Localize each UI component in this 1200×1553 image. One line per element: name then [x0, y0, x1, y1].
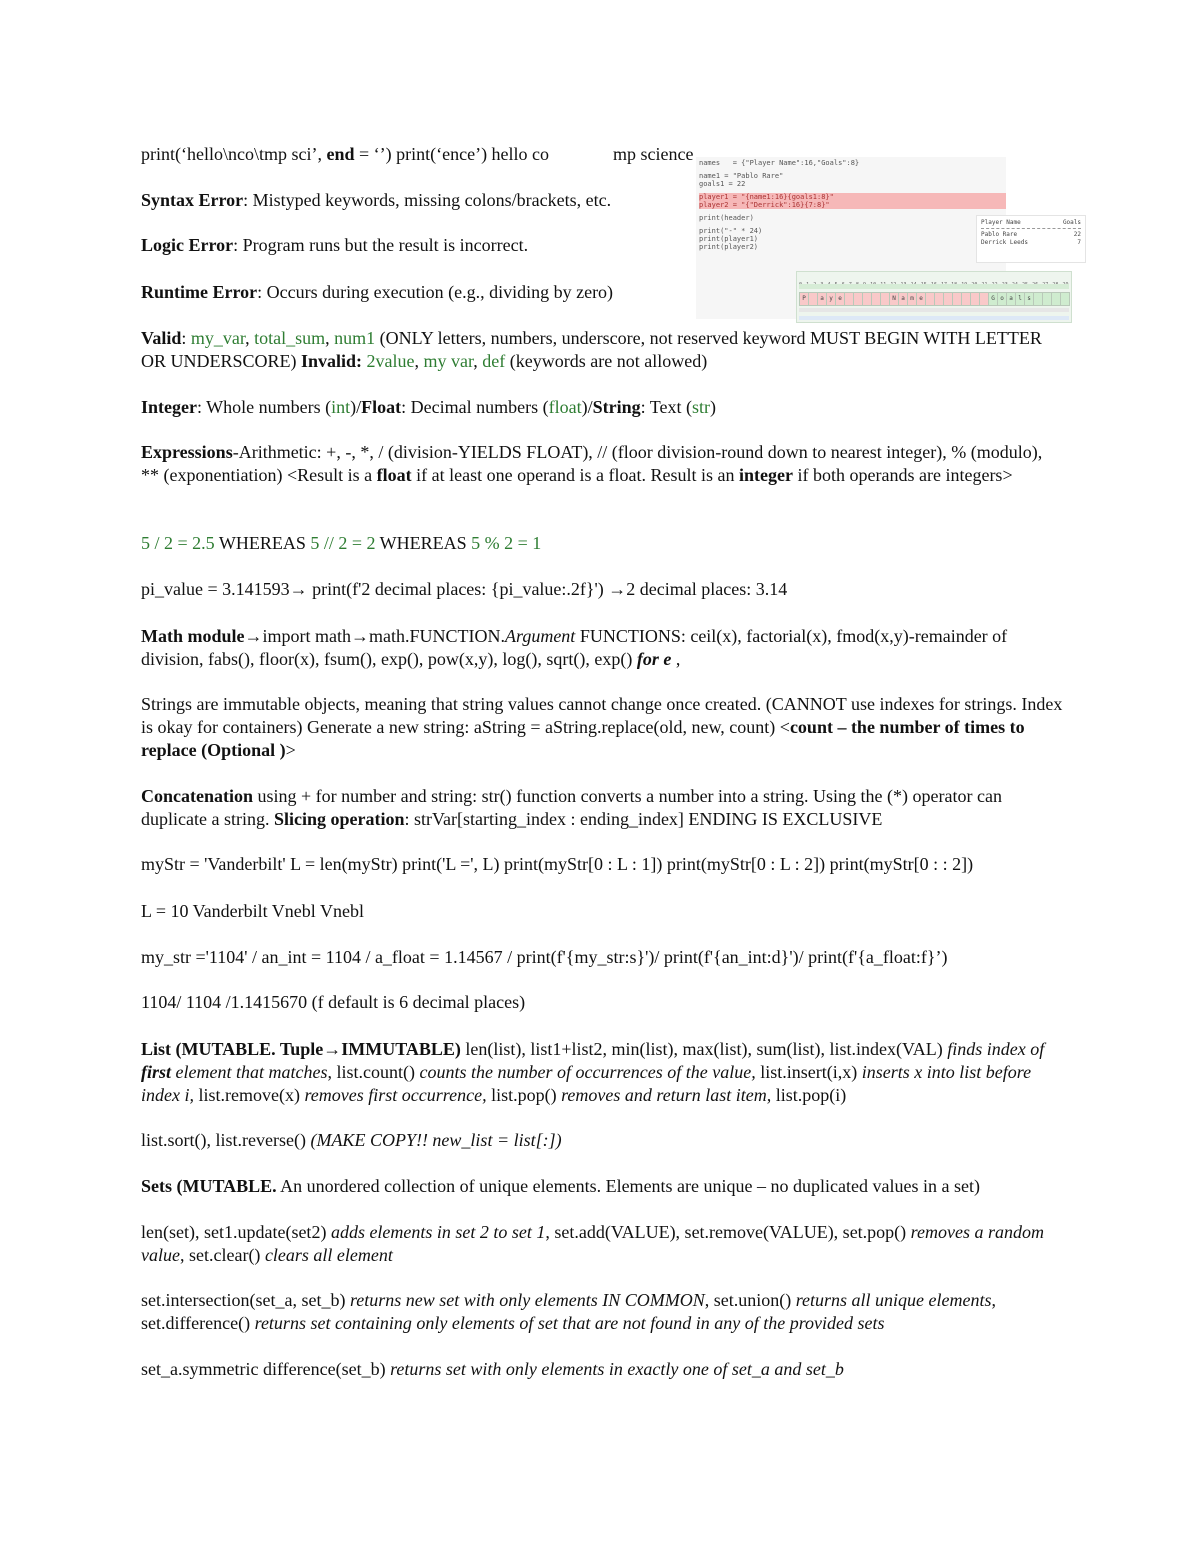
grid-index-label [1002, 274, 1008, 282]
sets-note: Sets (MUTABLE. An unordered collection of unique elements. Elements are unique – no duplicated values in a set) [141, 1176, 980, 1196]
grid-index-label [992, 274, 998, 282]
grid-cell: m [907, 292, 917, 306]
grid-index-label [951, 274, 957, 282]
character-cells [799, 292, 1069, 304]
set-functions-note: len(set), set1.update(set2) adds elements in set 2 to set 1, set.add(VALUE), set.remove(VALUE), set.pop() removes a random value, set.clear() clears all element [141, 1222, 1044, 1265]
code-line: goals1 = 22 [699, 180, 746, 188]
syntax-error-note: Syntax Error: Mistyped keywords, missing colons/brackets, etc. [141, 190, 612, 210]
grid-index-label [835, 274, 838, 282]
symmetric-difference-note: set_a.symmetric difference(set_b) returns set with only elements in exactly one of set_a and set_b [141, 1359, 844, 1379]
grid-row-bar [799, 316, 1069, 320]
output-panel [976, 215, 1086, 263]
grid-index-label [941, 274, 947, 282]
grid-index-label [1032, 274, 1038, 282]
grid-index-label [820, 274, 823, 282]
code-line: print(player1) [699, 235, 759, 243]
grid-index-label [1012, 274, 1018, 282]
code-line: name1 = "Pablo Rare" [699, 172, 784, 180]
grid-cell: N [889, 292, 899, 306]
list-sort-note: list.sort(), list.reverse() (MAKE COPY!! new_list = list[:]) [141, 1130, 562, 1150]
pi-format-example: pi_value = 3.141593→ print(f'2 decimal places: {pi_value:.2f}') →2 decimal places: 3.14 [141, 579, 788, 599]
slicing-code-example: myStr = 'Vanderbilt' L = len(myStr) print('L =', L) print(myStr[0 : L : 1]) print(myStr[0 : L : 2]) print(myStr[0 : : 2]) [141, 854, 974, 874]
grid-cell: e [916, 292, 926, 306]
format-code-example: my_str ='1104' / an_int = 1104 / a_float = 1.14567 / print(f'{my_str:s}')/ print(f'{an_int:d}')/ print(f'{a_float:f}’) [141, 947, 948, 967]
grid-index-label [1052, 274, 1058, 282]
slicing-output: L = 10 Vanderbilt Vnebl Vnebl [141, 901, 364, 921]
grid-index-label [863, 274, 866, 282]
grid-index-label [880, 274, 886, 282]
grid-cell: a [817, 292, 827, 306]
grid-index-label [931, 274, 937, 282]
grid-cell: P [799, 292, 809, 306]
grid-index-label [911, 274, 917, 282]
set-operations-note: set.intersection(set_a, set_b) returns new set with only elements IN COMMON, set.union() returns all unique elements, set.difference() returns set containing only elements of set that are not found in any of the provided sets [141, 1290, 997, 1333]
grid-index-label [856, 274, 859, 282]
code-line: print("-" * 24) [699, 227, 763, 235]
output-row: Derrick Leeds 7 [981, 239, 1081, 246]
grid-cell: s [1024, 292, 1034, 306]
runtime-error-note: Runtime Error: Occurs during execution (e.g., dividing by zero) [141, 282, 614, 302]
grid-row-bar [799, 308, 1069, 312]
grid-index-label [799, 274, 802, 282]
code-line: player2 = "{"Derrick":16}{7:8}" [699, 201, 1006, 209]
logic-error-note: Logic Error: Program runs but the result is incorrect. [141, 235, 529, 255]
grid-index-label [813, 274, 816, 282]
grid-highlight-bar [799, 284, 1069, 289]
grid-index-label [921, 274, 927, 282]
grid-index-label [961, 274, 967, 282]
code-line: player1 = "{name1:16}{goals1:8}" [699, 193, 1006, 201]
grid-cell: o [997, 292, 1007, 306]
grid-index-label [842, 274, 845, 282]
index-labels [797, 274, 1071, 282]
output-row: Pablo Rare 22 [981, 231, 1081, 238]
grid-index-label [901, 274, 907, 282]
code-line: print(player2) [699, 243, 759, 251]
format-output: 1104/ 1104 /1.1415670 (f default is 6 decimal places) [141, 992, 526, 1012]
grid-index-label [971, 274, 977, 282]
code-screenshot [696, 157, 1086, 325]
data-types-note: Integer: Whole numbers (int)/Float: Decimal numbers (float)/String: Text (str) [141, 397, 717, 417]
grid-cell: a [898, 292, 908, 306]
concatenation-note: Concatenation using + for number and string: str() function converts a number into a string. Using the (*) operator can duplicate a string. Slicing operation: strVar[starting_index : ending_index] ENDING IS EXCLUSIVE [141, 786, 1002, 829]
identifier-rules: Valid: my_var, total_sum, num1 (ONLY letters, numbers, underscore, not reserved keyword MUST BEGIN WITH LETTER OR UNDERSCORE) Invalid: 2value, my var, def (keywords are not allowed) [141, 328, 1042, 371]
expressions-note: Expressions-Arithmetic: +, -, *, / (division-YIELDS FLOAT), // (floor division-round down to nearest integer), % (modulo), ** (exponentiation) <Result is a float if at least one operand is a float. Result is an integer if both operands are integers> [141, 442, 1043, 485]
grid-index-label [982, 274, 988, 282]
grid-cell: e [835, 292, 845, 306]
string-index-grid [796, 271, 1072, 323]
grid-cell [1060, 292, 1070, 306]
grid-cell: y [826, 292, 836, 306]
grid-index-label [870, 274, 876, 282]
code-line: print(header) [699, 214, 754, 222]
list-methods-note: List (MUTABLE. Tuple→IMMUTABLE) len(list), list1+list2, min(list), max(list), sum(list), list.index(VAL) finds index of first element that matches, list.count() counts the number of occurrences of the value, list.insert(i,x) inserts x into list before index i, list.remove(x) removes first occurrence, list.pop() removes and return last item, list.pop(i) [141, 1039, 1045, 1105]
grid-cell: l [1015, 292, 1025, 306]
grid-cell: G [988, 292, 998, 306]
print-end-example: print(‘hello\nco\tmp sci’, end = ‘’) print(‘ence’) hello co mp science [141, 144, 694, 164]
grid-index-label [1022, 274, 1028, 282]
output-header: Player Name Goals [981, 219, 1081, 226]
grid-index-label [827, 274, 830, 282]
code-line: names = {"Player Name":16,"Goals":8} [699, 159, 860, 167]
division-examples: 5 / 2 = 2.5 WHEREAS 5 // 2 = 2 WHEREAS 5 % 2 = 1 [141, 533, 542, 553]
grid-index-label [1042, 274, 1048, 282]
grid-index-label [1063, 274, 1069, 282]
output-divider [981, 228, 1081, 229]
strings-immutable-note: Strings are immutable objects, meaning that string values cannot change once created. (CANNOT use indexes for strings. Index is okay for containers) Generate a new string: aString = aString.replace(old, new, count) <count – the number of times to replace (Optional )> [141, 694, 1063, 760]
grid-index-label [890, 274, 896, 282]
math-module-note: Math module→import math→math.FUNCTION.Argument FUNCTIONS: ceil(x), factorial(x), fmod(x,y)-remainder of division, fabs(), floor(x), fsum(), exp(), pow(x,y), log(), sqrt(), exp() for e , [141, 626, 1008, 669]
grid-cell: a [1006, 292, 1016, 306]
grid-index-label [806, 274, 809, 282]
grid-index-label [849, 274, 852, 282]
